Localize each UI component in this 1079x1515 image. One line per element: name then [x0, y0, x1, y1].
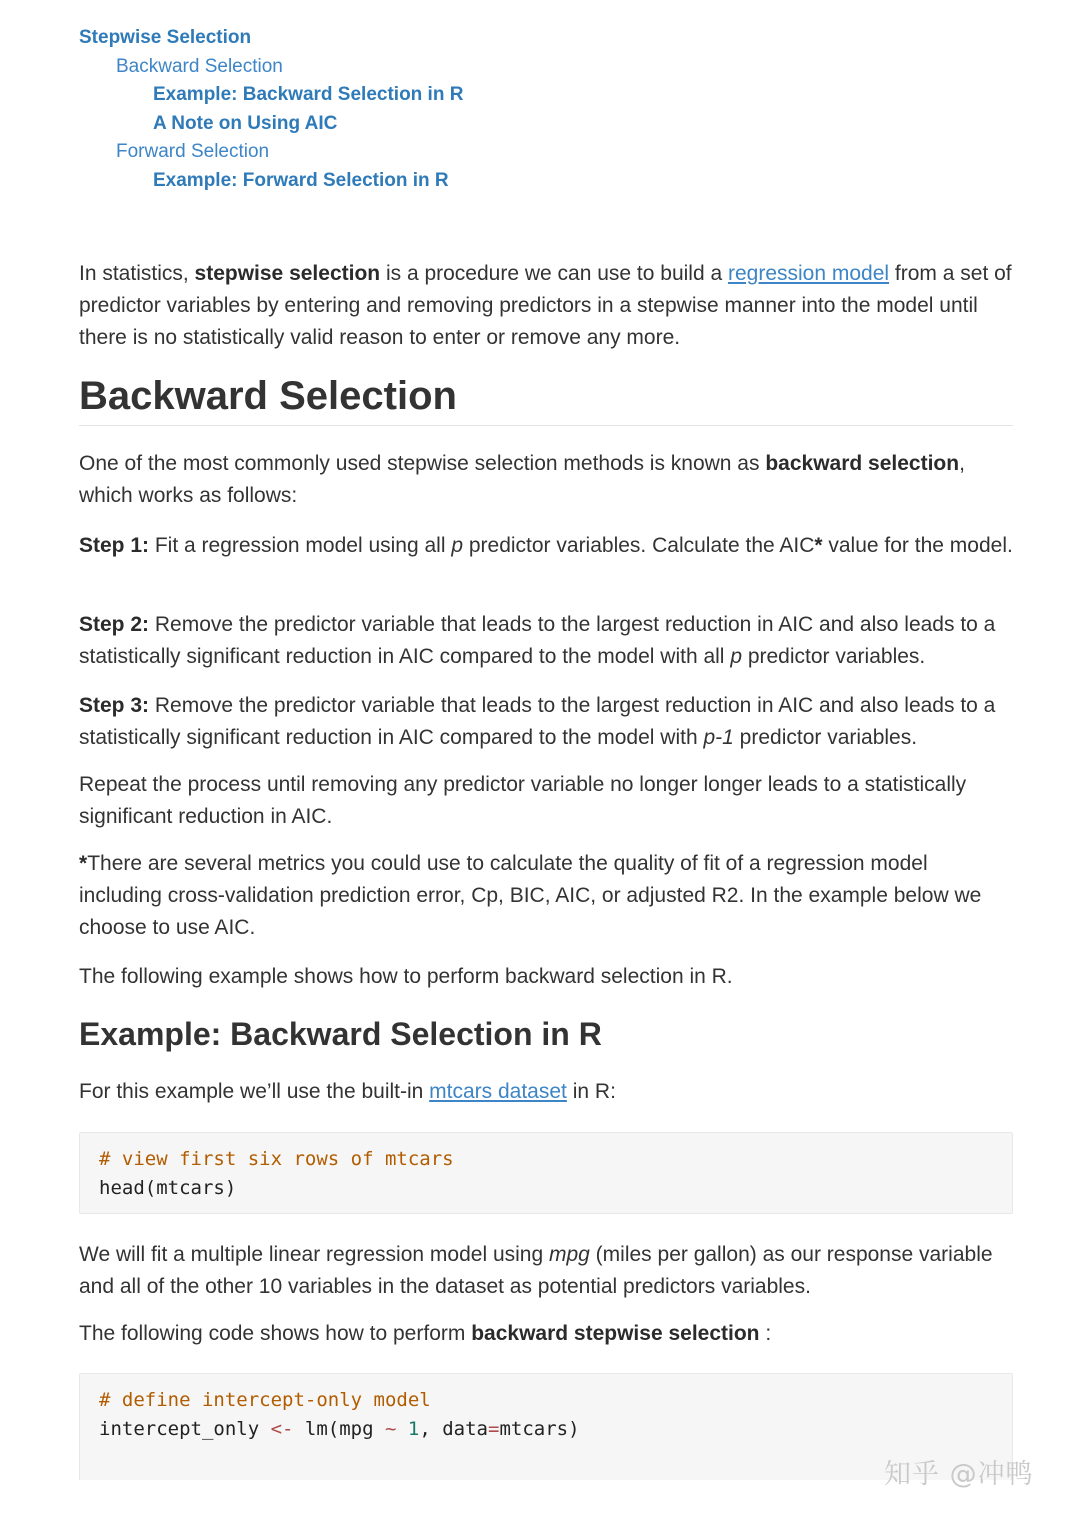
- code-line: head(mtcars): [99, 1177, 237, 1199]
- following-example-paragraph: The following example shows how to perform backward selection in R.: [79, 965, 733, 988]
- aic-note-paragraph: *There are several metrics you could use to calculate the quality of fit of a regression model including cross-validation prediction error, Cp, BIC, AIC, or adjusted R2. In the example below we choose to use AIC.: [79, 852, 982, 939]
- code-line: intercept_only <- lm(mpg ~ 1, data=mtcars): [99, 1418, 580, 1440]
- code-comment: # view first six rows of mtcars: [99, 1148, 454, 1170]
- toc-link-forward-selection[interactable]: Forward Selection: [116, 141, 270, 163]
- mtcars-lead-paragraph: For this example we’ll use the built-in mtcars dataset in R:: [79, 1080, 616, 1103]
- toc-link-backward-selection[interactable]: Backward Selection: [116, 55, 283, 77]
- toc-link-example-backward[interactable]: Example: Backward Selection in R: [153, 84, 464, 106]
- backward-lead-paragraph: One of the most commonly used stepwise selection methods is known as backward selection, which works as follows:: [79, 452, 965, 507]
- code-lead-paragraph: The following code shows how to perform backward stepwise selection :: [79, 1322, 772, 1345]
- fit-model-paragraph: We will fit a multiple linear regression model using mpg (miles per gallon) as our response variable and all of the other 10 variables in the dataset as potential predictors variables.: [79, 1243, 993, 1298]
- repeat-paragraph: Repeat the process until removing any predictor variable no longer longer leads to a statistically significant reduction in AIC.: [79, 773, 967, 828]
- heading-backward-selection: Backward Selection: [79, 374, 457, 418]
- toc-link-note-aic[interactable]: A Note on Using AIC: [153, 112, 338, 134]
- toc-link-stepwise-selection[interactable]: Stepwise Selection: [79, 27, 252, 48]
- heading-example-backward: Example: Backward Selection in R: [79, 1016, 602, 1052]
- step1-paragraph: Step 1: Fit a regression model using all p predictor variables. Calculate the AIC* value for the model.: [79, 534, 1013, 557]
- watermark: 知乎 @冲鸭: [884, 1459, 1034, 1490]
- heading-divider: [79, 425, 1013, 426]
- code-comment: # define intercept-only model: [99, 1389, 431, 1411]
- regression-model-link[interactable]: regression model: [727, 262, 890, 285]
- step3-paragraph: Step 3: Remove the predictor variable that leads to the largest reduction in AIC and also leads to a statistically significant reduction in AIC compared to the model with p-1 predictor variables.: [79, 694, 996, 749]
- toc-link-example-forward[interactable]: Example: Forward Selection in R: [153, 169, 449, 191]
- table-of-contents: [79, 24, 463, 196]
- step2-paragraph: Step 2: Remove the predictor variable that leads to the largest reduction in AIC and also leads to a statistically significant reduction in AIC compared to the model with all p predictor variables.: [79, 613, 996, 668]
- mtcars-dataset-link[interactable]: mtcars dataset: [429, 1080, 567, 1103]
- code-block-intercept[interactable]: [79, 1373, 1013, 1495]
- code-block-head[interactable]: [79, 1132, 1013, 1214]
- intro-paragraph: In statistics, stepwise selection is a procedure we can use to build a regression model from a set of predictor variables by entering and removing predictors in a stepwise manner into the model until there is no statistically valid reason to enter or remove any more.: [79, 262, 1012, 349]
